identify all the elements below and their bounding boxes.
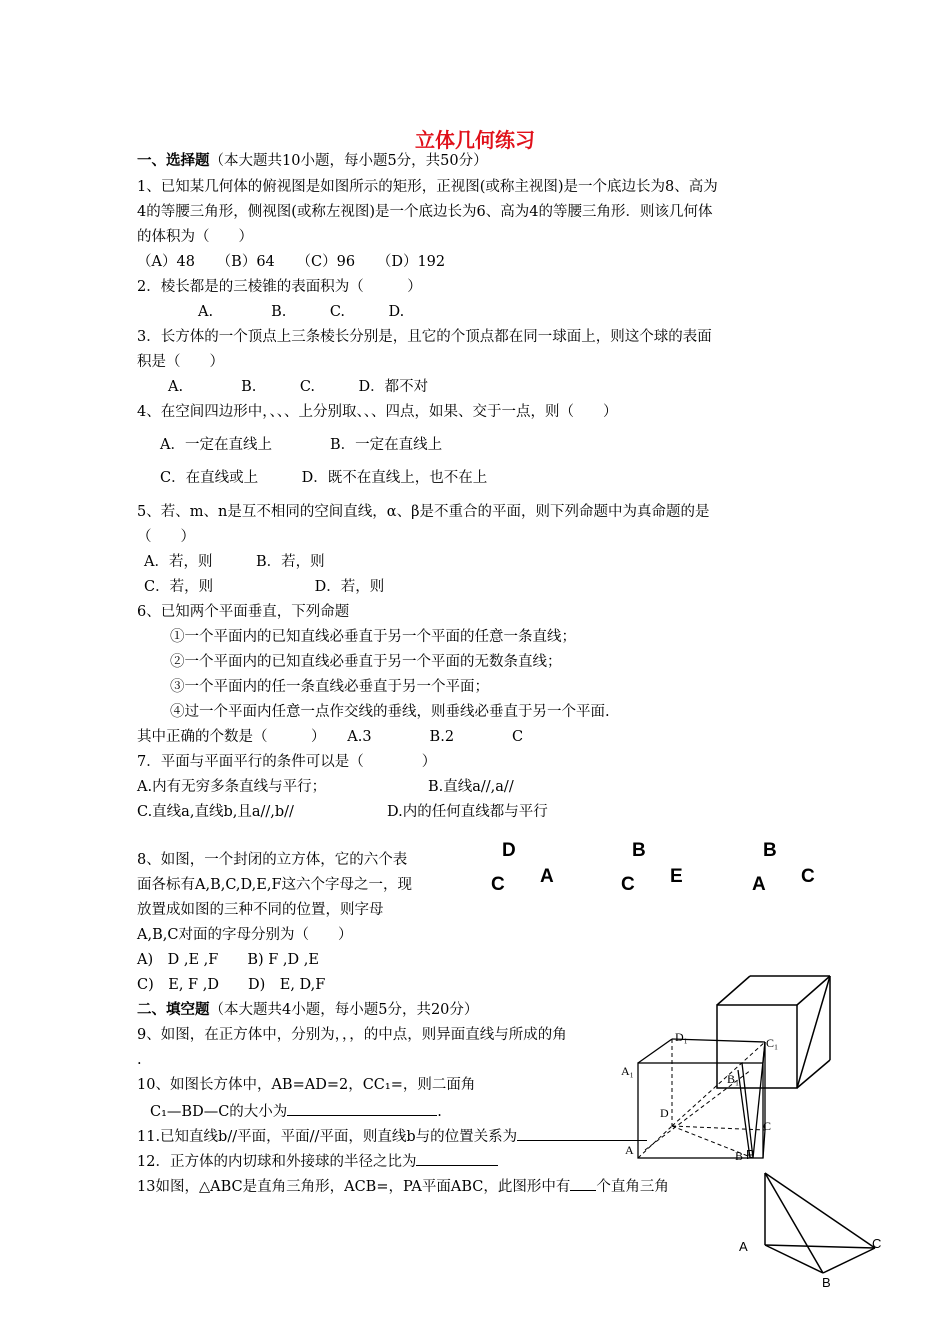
label-B: B — [735, 1149, 744, 1163]
section-heading-note: （本大题共10小题，每小题5分，共50分） — [209, 153, 488, 169]
q10-line1: 10、如图长方体中，AB=AD=2，CC₁=，则二面角 — [137, 1077, 476, 1093]
q12-line — [137, 1151, 498, 1171]
q10-line2-end: . — [437, 1104, 442, 1120]
q13-stem-end: 个直角三角 — [596, 1179, 669, 1195]
section2-heading-note: （本大题共4小题，每小题5分，共20分） — [209, 1002, 479, 1018]
q4-stem: 4、在空间四边形中，、、、上分别取、、、四点，如果、交于一点，则（ ） — [137, 404, 618, 420]
q13-line — [137, 1176, 669, 1196]
q7-option-b: B.直线a//,a// — [428, 779, 514, 795]
q12-stem: 12．正方体的内切球和外接球的半径之比为 — [137, 1154, 417, 1170]
q10-line2-text: C₁—BD—C的大小为 — [150, 1104, 288, 1120]
q1-line1: 1、已知某几何体的俯视图是如图所示的矩形，正视图(或称主视图)是一个底边长为8、高为 — [137, 179, 718, 195]
q10-line2 — [150, 1101, 442, 1121]
q1-line3: 的体积为（ ） — [137, 229, 253, 245]
cube2-right-face: E — [670, 866, 683, 887]
label-D: D — [660, 1106, 669, 1120]
q5-line1: 5、若、m、n是互不相同的空间直线，α、β是不重合的平面，则下列命题中为真命题的是 — [137, 504, 710, 520]
cube1-top-face: D — [502, 840, 516, 861]
q8-options-ab: A) D ,E ,F B) F ,D ,E — [137, 952, 319, 968]
section-heading-choice — [137, 152, 488, 170]
cube3-left-face: A — [752, 874, 766, 895]
q6-statement-1: ①一个平面内的已知直线必垂直于另一个平面的任意一条直线； — [170, 629, 576, 645]
q2-stem: 2．棱长都是的三棱锥的表面积为（ ） — [137, 279, 422, 295]
label-B-pyramid: B — [822, 1275, 831, 1290]
q9-line1: 9、如图，在正方体中，分别为，，，的中点，则异面直线与所成的角 — [137, 1027, 567, 1043]
q3-line1: 3．长方体的一个顶点上三条棱长分别是，且它的个顶点都在同一球面上，则这个球的表面 — [137, 329, 712, 345]
pyramid-figure-q13 — [755, 1165, 890, 1280]
q6-statement-4: ④过一个平面内任意一点作交线的垂线，则垂线必垂直于另一个平面. — [170, 704, 610, 720]
q3-line2: 积是（ ） — [137, 354, 224, 370]
label-A1: A₁ — [621, 1064, 634, 1078]
q7-option-a: A.内有无穷多条直线与平行； — [137, 779, 327, 795]
q11-stem: 11.已知直线b//平面，平面//平面，则直线b与的位置关系为 — [137, 1129, 518, 1145]
label-A-pyramid: A — [739, 1239, 748, 1254]
q5-options-ab: A．若，则 B．若，则 — [144, 554, 325, 570]
q8-line4: A,B,C对面的字母分别为（ ） — [137, 927, 353, 943]
q13-answer-blank[interactable] — [570, 1176, 596, 1191]
q12-answer-blank[interactable] — [416, 1151, 498, 1166]
q1-options: （A）48 （B）64 （C）96 （D）192 — [137, 254, 446, 270]
q6-stem: 6、已知两个平面垂直，下列命题 — [137, 604, 350, 620]
cube3-right-face: C — [801, 866, 815, 887]
label-C1: C₁ — [766, 1036, 779, 1050]
cube3-top-face: B — [763, 840, 777, 861]
q6-statement-3: ③一个平面内的任一条直线必垂直于另一个平面； — [170, 679, 489, 695]
label-C-pyramid: C — [872, 1236, 882, 1251]
q4-options-cd: C．在直线或上 D．既不在直线上，也不在上 — [160, 470, 488, 486]
q4-options-ab: A．一定在直线上 B．一定在直线上 — [160, 437, 443, 453]
label-B1: B₁ — [727, 1072, 740, 1086]
q6-statement-2: ②一个平面内的已知直线必垂直于另一个平面的无数条直线； — [170, 654, 562, 670]
q5-line2: （ ） — [137, 529, 195, 545]
q5-options-cd: C．若，则 D．若，则 — [144, 579, 385, 595]
cube2-left-face: C — [621, 874, 635, 895]
label-D1: D₁ — [675, 1030, 688, 1044]
label-C: C — [763, 1119, 772, 1133]
q7-option-c: C.直线a,直线b,且a//,b// — [137, 804, 294, 820]
q8-line2: 面各标有A,B,C,D,E,F这六个字母之一，现 — [137, 877, 413, 893]
q8-line3: 放置成如图的三种不同的位置，则字母 — [137, 902, 384, 918]
cube1-right-face: A — [540, 866, 554, 887]
page-title: 立体几何练习 — [415, 128, 535, 152]
q1-line2: 4的等腰三角形，侧视图(或称左视图)是一个底边长为6、高为4的等腰三角形．则该几何体 — [137, 204, 713, 220]
q8-options-cd: C) E, F ,D D) E, D,F — [137, 977, 326, 993]
q2-options: A. B. C. D. — [198, 304, 405, 320]
label-P: P — [746, 1147, 755, 1162]
q11-line — [137, 1126, 647, 1146]
q8-line1: 8、如图，一个封闭的立方体，它的六个表 — [137, 852, 408, 868]
q6-ask: 其中正确的个数是（ ） A.3 B.2 C — [137, 729, 524, 745]
q9-line2: . — [137, 1052, 142, 1068]
section-heading-fill — [137, 1001, 478, 1019]
section-heading-label: 一、选择题 — [137, 152, 210, 169]
section2-heading-label: 二、填空题 — [137, 1001, 210, 1018]
q7-option-d: D.内的任何直线都与平行 — [387, 804, 548, 820]
q7-stem: 7．平面与平面平行的条件可以是（ ） — [137, 754, 437, 770]
cube2-top-face: B — [632, 840, 646, 861]
q13-stem: 13如图，△ABC是直角三角形，ACB=，PA平面ABC，此图形中有 — [137, 1179, 571, 1195]
q3-options: A. B. C. D．都不对 — [168, 379, 429, 395]
cube1-left-face: C — [491, 874, 505, 895]
label-A: A — [625, 1143, 634, 1157]
q10-answer-blank[interactable] — [287, 1101, 437, 1116]
